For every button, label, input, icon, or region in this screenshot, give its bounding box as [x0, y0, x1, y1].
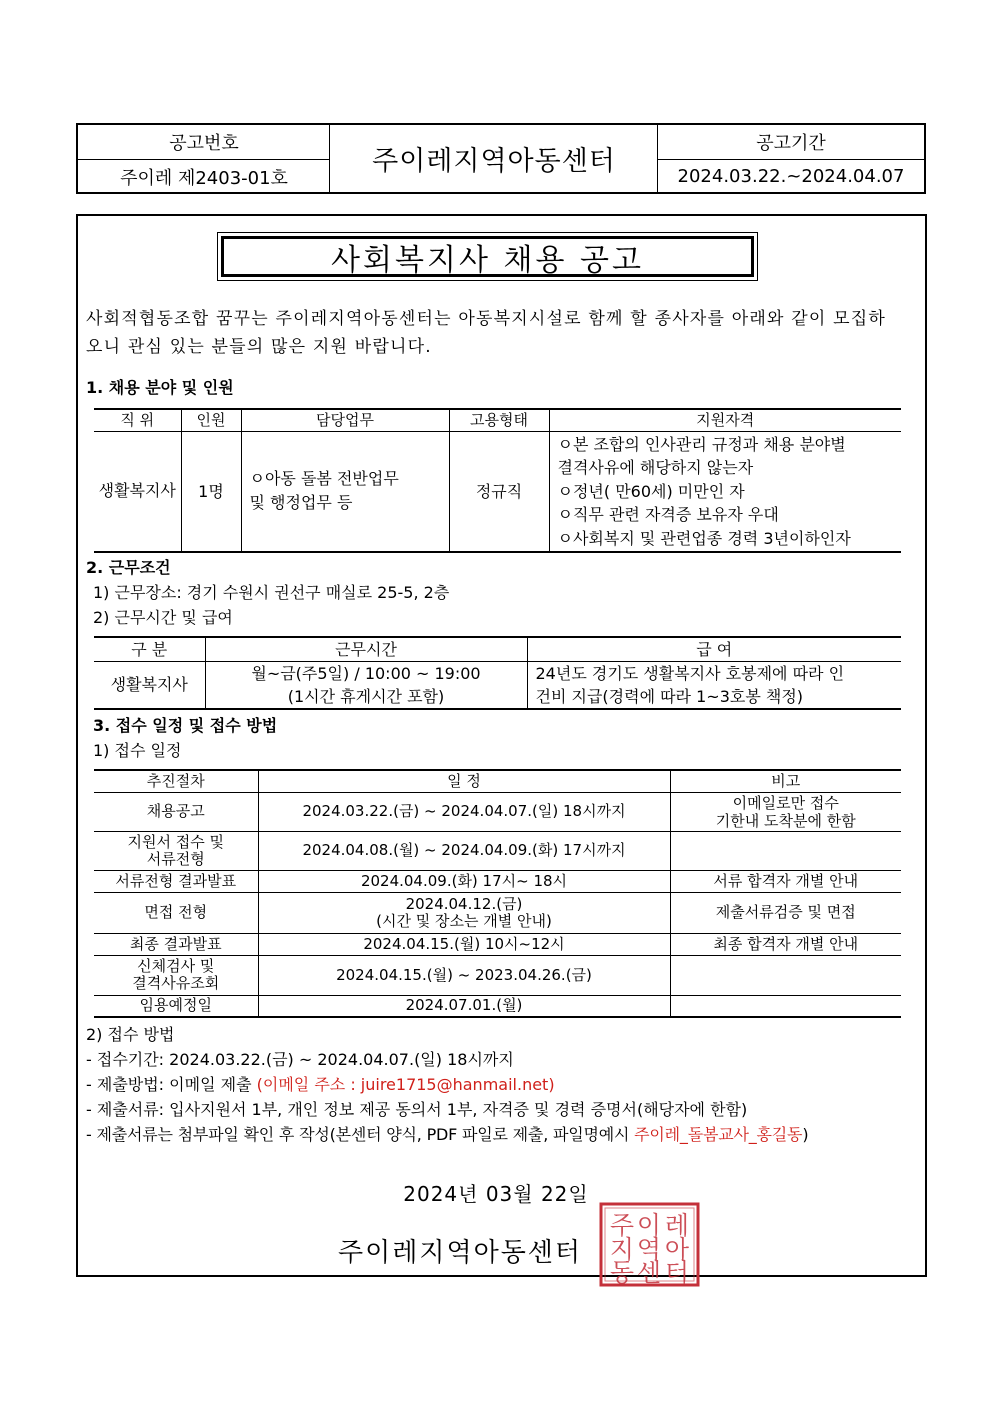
email-link[interactable]: (이메일 주소 : juire1715@hanmail.net) — [256, 1075, 555, 1094]
schedule-cell: 2024.03.22.(금) ~ 2024.04.07.(일) 18시까지 — [258, 792, 670, 831]
notice-number-label: 공고번호 — [169, 133, 239, 154]
svg-text:레: 레 — [664, 1211, 690, 1240]
method-period: - 접수기간: 2024.03.22.(금) ~ 2024.04.07.(일) 18시까지 — [86, 1050, 514, 1069]
official-seal — [598, 1201, 701, 1288]
work-place: 1) 근무장소: 경기 수원시 권선구 매실로 25-5, 2층 — [93, 583, 450, 602]
issue-date: 2024년 03월 22일 — [403, 1182, 589, 1206]
salary-value: 24년도 경기도 생활복지사 호봉제에 따라 인 건비 지급(경력에 따라 1~3호봉 책정) — [527, 661, 901, 709]
step-cell: 면접 전형 — [94, 892, 258, 933]
col-employment: 고용형태 — [449, 409, 549, 431]
method-note: - 제출서류는 첨부파일 확인 후 작성(본센터 양식, PDF 파일로 제출, 파일명예시 주이레_돌봄교사_홍길동) — [86, 1125, 809, 1144]
col-note: 비고 — [670, 770, 901, 792]
work-hours-heading: 2) 근무시간 및 급여 — [93, 608, 233, 627]
note-cell: 제출서류검증 및 면접 — [670, 892, 901, 933]
col-duties: 담당업무 — [241, 409, 449, 431]
footer-org: 주이레지역아동센터 — [338, 1238, 583, 1268]
notice-header — [76, 123, 926, 194]
schedule-heading: 1) 접수 일정 — [93, 741, 182, 760]
schedule-cell: 2024.04.08.(월) ~ 2024.04.09.(화) 17시까지 — [258, 831, 670, 870]
col-position: 직 위 — [94, 409, 181, 431]
hours-value: 월~금(주5일) / 10:00 ~ 19:00 (1시간 휴게시간 포함) — [205, 661, 527, 709]
svg-text:터: 터 — [664, 1258, 690, 1287]
svg-text:이: 이 — [636, 1211, 662, 1240]
method-documents: - 제출서류: 입사지원서 1부, 개인 정보 제공 동의서 1부, 자격증 및 경력 증명서(해당자에 한함) — [86, 1100, 748, 1119]
col-qualifications: 지원자격 — [549, 409, 901, 431]
step-cell: 지원서 접수 및 서류전형 — [94, 831, 258, 870]
col-count: 인원 — [181, 409, 241, 431]
svg-text:아: 아 — [664, 1235, 690, 1264]
note-cell: 최종 합격자 개별 안내 — [670, 933, 901, 955]
note-cell — [670, 995, 901, 1017]
notice-period: 2024.03.22.~2024.04.07 — [677, 166, 905, 187]
title-box — [217, 232, 758, 281]
schedule-cell: 2024.04.15.(월) 10시~12시 — [258, 933, 670, 955]
schedule-cell: 2024.07.01.(월) — [258, 995, 670, 1017]
recruit-table — [94, 408, 901, 553]
svg-text:동: 동 — [609, 1258, 635, 1287]
col-hours: 근무시간 — [205, 637, 527, 661]
svg-text:지: 지 — [609, 1235, 635, 1264]
work-table — [94, 636, 901, 710]
page-title: 사회복지사 채용 공고 — [221, 236, 754, 277]
table-row — [94, 892, 901, 933]
svg-text:역: 역 — [636, 1235, 662, 1264]
table-row — [94, 955, 901, 995]
section2-heading: 2. 근무조건 — [86, 558, 171, 577]
intro-text: 사회적협동조합 꿈꾸는 주이레지역아동센터는 아동복지시설로 함께 할 종사자를 아래와 같이 모집하오니 관심 있는 분들의 많은 지원 바랍니다. — [86, 309, 886, 357]
duties-value: ㅇ아동 돌봄 전반업무 및 행정업무 등 — [241, 431, 449, 552]
table-row — [94, 870, 901, 892]
qualifications-value: ㅇ본 조합의 인사관리 규정과 채용 분야별 결격사유에 해당하지 않는자 ㅇ정년( 만60세) 미만인 자 ㅇ직무 관련 자격증 보유자 우대 ㅇ사회복지 및 관련업종 경력 3년이하인자 — [549, 431, 901, 552]
col-schedule: 일 정 — [258, 770, 670, 792]
schedule-cell: 2024.04.09.(화) 17시~ 18시 — [258, 870, 670, 892]
note-cell: 서류 합격자 개별 안내 — [670, 870, 901, 892]
header-org-name: 주이레지역아동센터 — [372, 146, 616, 177]
svg-text:주: 주 — [609, 1211, 635, 1240]
table-row — [94, 933, 901, 955]
filename-example: 주이레_돌봄교사_홍길동 — [634, 1125, 803, 1144]
method-heading: 2) 접수 방법 — [86, 1025, 175, 1044]
step-cell: 서류전형 결과발표 — [94, 870, 258, 892]
step-cell: 신체검사 및 결격사유조회 — [94, 955, 258, 995]
schedule-cell: 2024.04.12.(금) (시간 및 장소는 개별 안내) — [258, 892, 670, 933]
note-cell: 이메일로만 접수 기한내 도착분에 한함 — [670, 792, 901, 831]
col-salary: 급 여 — [527, 637, 901, 661]
method-submit: - 제출방법: 이메일 제출 (이메일 주소 : juire1715@hanmail.net) — [86, 1075, 555, 1094]
employment-value: 정규직 — [449, 431, 549, 552]
note-cell — [670, 831, 901, 870]
table-row — [94, 792, 901, 831]
col-category: 구 분 — [94, 637, 205, 661]
step-cell: 최종 결과발표 — [94, 933, 258, 955]
schedule-table — [94, 769, 901, 1018]
note-cell — [670, 955, 901, 995]
table-row — [94, 831, 901, 870]
position-value: 생활복지사 — [94, 431, 181, 552]
col-step: 추진절차 — [94, 770, 258, 792]
table-row — [94, 995, 901, 1017]
notice-period-label: 공고기간 — [756, 133, 826, 154]
section1-heading: 1. 채용 분야 및 인원 — [86, 378, 234, 397]
count-value: 1명 — [181, 431, 241, 552]
svg-text:센: 센 — [636, 1258, 662, 1287]
category-value: 생활복지사 — [94, 661, 205, 709]
step-cell: 채용공고 — [94, 792, 258, 831]
step-cell: 임용예정일 — [94, 995, 258, 1017]
schedule-cell: 2024.04.15.(월) ~ 2023.04.26.(금) — [258, 955, 670, 995]
section3-heading: 3. 접수 일정 및 접수 방법 — [93, 716, 278, 735]
notice-number: 주이레 제2403-01호 — [120, 167, 288, 189]
